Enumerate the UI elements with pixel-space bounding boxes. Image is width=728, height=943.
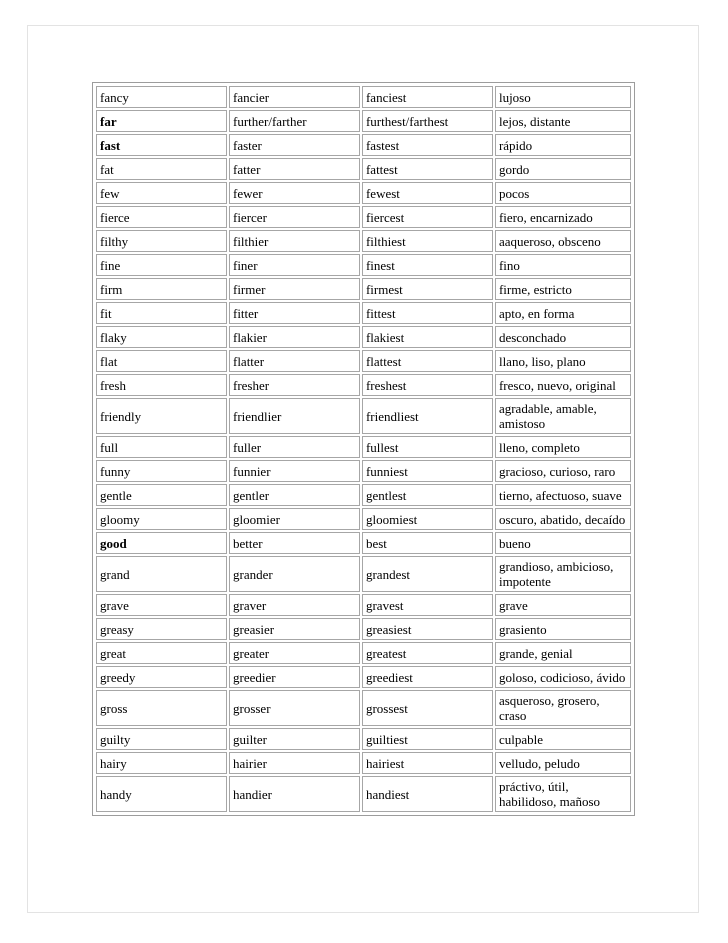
- base-form-cell: fast: [96, 134, 227, 156]
- base-form-cell: fancy: [96, 86, 227, 108]
- superlative-cell: best: [362, 532, 493, 554]
- base-form-cell: filthy: [96, 230, 227, 252]
- table-row: [96, 666, 631, 688]
- comparative-cell: fitter: [229, 302, 360, 324]
- comparative-cell: further/farther: [229, 110, 360, 132]
- comparative-cell: grander: [229, 556, 360, 592]
- table-row: [96, 326, 631, 348]
- base-form-cell: flaky: [96, 326, 227, 348]
- comparative-cell: fresher: [229, 374, 360, 396]
- spanish-translation-cell: bueno: [495, 532, 631, 554]
- table-row: [96, 728, 631, 750]
- spanish-translation-cell: goloso, codicioso, ávido: [495, 666, 631, 688]
- spanish-translation-cell: fiero, encarnizado: [495, 206, 631, 228]
- base-form-cell: gentle: [96, 484, 227, 506]
- comparative-cell: fuller: [229, 436, 360, 458]
- spanish-translation-cell: grande, genial: [495, 642, 631, 664]
- comparative-cell: greedier: [229, 666, 360, 688]
- spanish-translation-cell: llano, liso, plano: [495, 350, 631, 372]
- base-form-cell: fat: [96, 158, 227, 180]
- table-row: [96, 594, 631, 616]
- comparative-cell: gentler: [229, 484, 360, 506]
- superlative-cell: finest: [362, 254, 493, 276]
- comparative-cell: hairier: [229, 752, 360, 774]
- spanish-translation-cell: lejos, distante: [495, 110, 631, 132]
- base-form-cell: flat: [96, 350, 227, 372]
- adjective-table-wrapper: [92, 82, 635, 816]
- comparative-cell: greasier: [229, 618, 360, 640]
- comparative-cell: firmer: [229, 278, 360, 300]
- comparative-cell: guilter: [229, 728, 360, 750]
- comparative-cell: handier: [229, 776, 360, 812]
- spanish-translation-cell: grave: [495, 594, 631, 616]
- comparative-cell: greater: [229, 642, 360, 664]
- base-form-cell: fierce: [96, 206, 227, 228]
- superlative-cell: handiest: [362, 776, 493, 812]
- spanish-translation-cell: grasiento: [495, 618, 631, 640]
- table-row: [96, 398, 631, 434]
- table-row: [96, 618, 631, 640]
- superlative-cell: filthiest: [362, 230, 493, 252]
- superlative-cell: fattest: [362, 158, 493, 180]
- comparative-cell: gloomier: [229, 508, 360, 530]
- comparative-cell: friendlier: [229, 398, 360, 434]
- base-form-cell: greedy: [96, 666, 227, 688]
- base-form-cell: few: [96, 182, 227, 204]
- base-form-cell: fit: [96, 302, 227, 324]
- spanish-translation-cell: firme, estricto: [495, 278, 631, 300]
- base-form-cell: grand: [96, 556, 227, 592]
- superlative-cell: firmest: [362, 278, 493, 300]
- table-row: [96, 206, 631, 228]
- table-row: [96, 374, 631, 396]
- spanish-translation-cell: práctivo, útil, habilidoso, mañoso: [495, 776, 631, 812]
- superlative-cell: furthest/farthest: [362, 110, 493, 132]
- base-form-cell: hairy: [96, 752, 227, 774]
- table-row: [96, 556, 631, 592]
- table-row: [96, 254, 631, 276]
- superlative-cell: gloomiest: [362, 508, 493, 530]
- comparative-cell: flakier: [229, 326, 360, 348]
- comparative-cell: filthier: [229, 230, 360, 252]
- comparative-cell: grosser: [229, 690, 360, 726]
- spanish-translation-cell: grandioso, ambicioso, impotente: [495, 556, 631, 592]
- comparative-cell: faster: [229, 134, 360, 156]
- table-row: [96, 158, 631, 180]
- superlative-cell: greediest: [362, 666, 493, 688]
- comparative-cell: flatter: [229, 350, 360, 372]
- comparative-cell: fatter: [229, 158, 360, 180]
- base-form-cell: grave: [96, 594, 227, 616]
- base-form-cell: funny: [96, 460, 227, 482]
- base-form-cell: far: [96, 110, 227, 132]
- base-form-cell: full: [96, 436, 227, 458]
- base-form-cell: gloomy: [96, 508, 227, 530]
- table-row: [96, 752, 631, 774]
- table-row: [96, 690, 631, 726]
- superlative-cell: friendliest: [362, 398, 493, 434]
- superlative-cell: guiltiest: [362, 728, 493, 750]
- spanish-translation-cell: velludo, peludo: [495, 752, 631, 774]
- table-row: [96, 484, 631, 506]
- spanish-translation-cell: fresco, nuevo, original: [495, 374, 631, 396]
- table-row: [96, 302, 631, 324]
- table-row: [96, 134, 631, 156]
- table-body: [96, 86, 631, 812]
- spanish-translation-cell: lujoso: [495, 86, 631, 108]
- superlative-cell: fiercest: [362, 206, 493, 228]
- table-row: [96, 86, 631, 108]
- base-form-cell: fine: [96, 254, 227, 276]
- base-form-cell: greasy: [96, 618, 227, 640]
- spanish-translation-cell: tierno, afectuoso, suave: [495, 484, 631, 506]
- table-row: [96, 436, 631, 458]
- table-row: [96, 350, 631, 372]
- table-row: [96, 460, 631, 482]
- superlative-cell: flakiest: [362, 326, 493, 348]
- base-form-cell: fresh: [96, 374, 227, 396]
- spanish-translation-cell: oscuro, abatido, decaído: [495, 508, 631, 530]
- base-form-cell: gross: [96, 690, 227, 726]
- superlative-cell: fullest: [362, 436, 493, 458]
- base-form-cell: handy: [96, 776, 227, 812]
- comparative-cell: fewer: [229, 182, 360, 204]
- base-form-cell: firm: [96, 278, 227, 300]
- superlative-cell: fastest: [362, 134, 493, 156]
- comparative-cell: fiercer: [229, 206, 360, 228]
- comparative-cell: graver: [229, 594, 360, 616]
- spanish-translation-cell: culpable: [495, 728, 631, 750]
- spanish-translation-cell: apto, en forma: [495, 302, 631, 324]
- spanish-translation-cell: pocos: [495, 182, 631, 204]
- spanish-translation-cell: agradable, amable, amistoso: [495, 398, 631, 434]
- adjective-comparison-table: [94, 84, 633, 814]
- superlative-cell: greatest: [362, 642, 493, 664]
- superlative-cell: fittest: [362, 302, 493, 324]
- comparative-cell: fancier: [229, 86, 360, 108]
- spanish-translation-cell: rápido: [495, 134, 631, 156]
- spanish-translation-cell: desconchado: [495, 326, 631, 348]
- spanish-translation-cell: aaqueroso, obsceno: [495, 230, 631, 252]
- comparative-cell: better: [229, 532, 360, 554]
- base-form-cell: good: [96, 532, 227, 554]
- table-row: [96, 182, 631, 204]
- table-row: [96, 230, 631, 252]
- superlative-cell: freshest: [362, 374, 493, 396]
- superlative-cell: gravest: [362, 594, 493, 616]
- superlative-cell: greasiest: [362, 618, 493, 640]
- comparative-cell: funnier: [229, 460, 360, 482]
- superlative-cell: gentlest: [362, 484, 493, 506]
- superlative-cell: fewest: [362, 182, 493, 204]
- superlative-cell: grossest: [362, 690, 493, 726]
- base-form-cell: great: [96, 642, 227, 664]
- superlative-cell: flattest: [362, 350, 493, 372]
- superlative-cell: grandest: [362, 556, 493, 592]
- table-row: [96, 642, 631, 664]
- spanish-translation-cell: lleno, completo: [495, 436, 631, 458]
- spanish-translation-cell: gordo: [495, 158, 631, 180]
- table-row: [96, 110, 631, 132]
- spanish-translation-cell: gracioso, curioso, raro: [495, 460, 631, 482]
- base-form-cell: friendly: [96, 398, 227, 434]
- superlative-cell: hairiest: [362, 752, 493, 774]
- superlative-cell: funniest: [362, 460, 493, 482]
- spanish-translation-cell: asqueroso, grosero, craso: [495, 690, 631, 726]
- table-row: [96, 508, 631, 530]
- table-row: [96, 776, 631, 812]
- spanish-translation-cell: fino: [495, 254, 631, 276]
- table-row: [96, 278, 631, 300]
- superlative-cell: fanciest: [362, 86, 493, 108]
- base-form-cell: guilty: [96, 728, 227, 750]
- table-row: [96, 532, 631, 554]
- comparative-cell: finer: [229, 254, 360, 276]
